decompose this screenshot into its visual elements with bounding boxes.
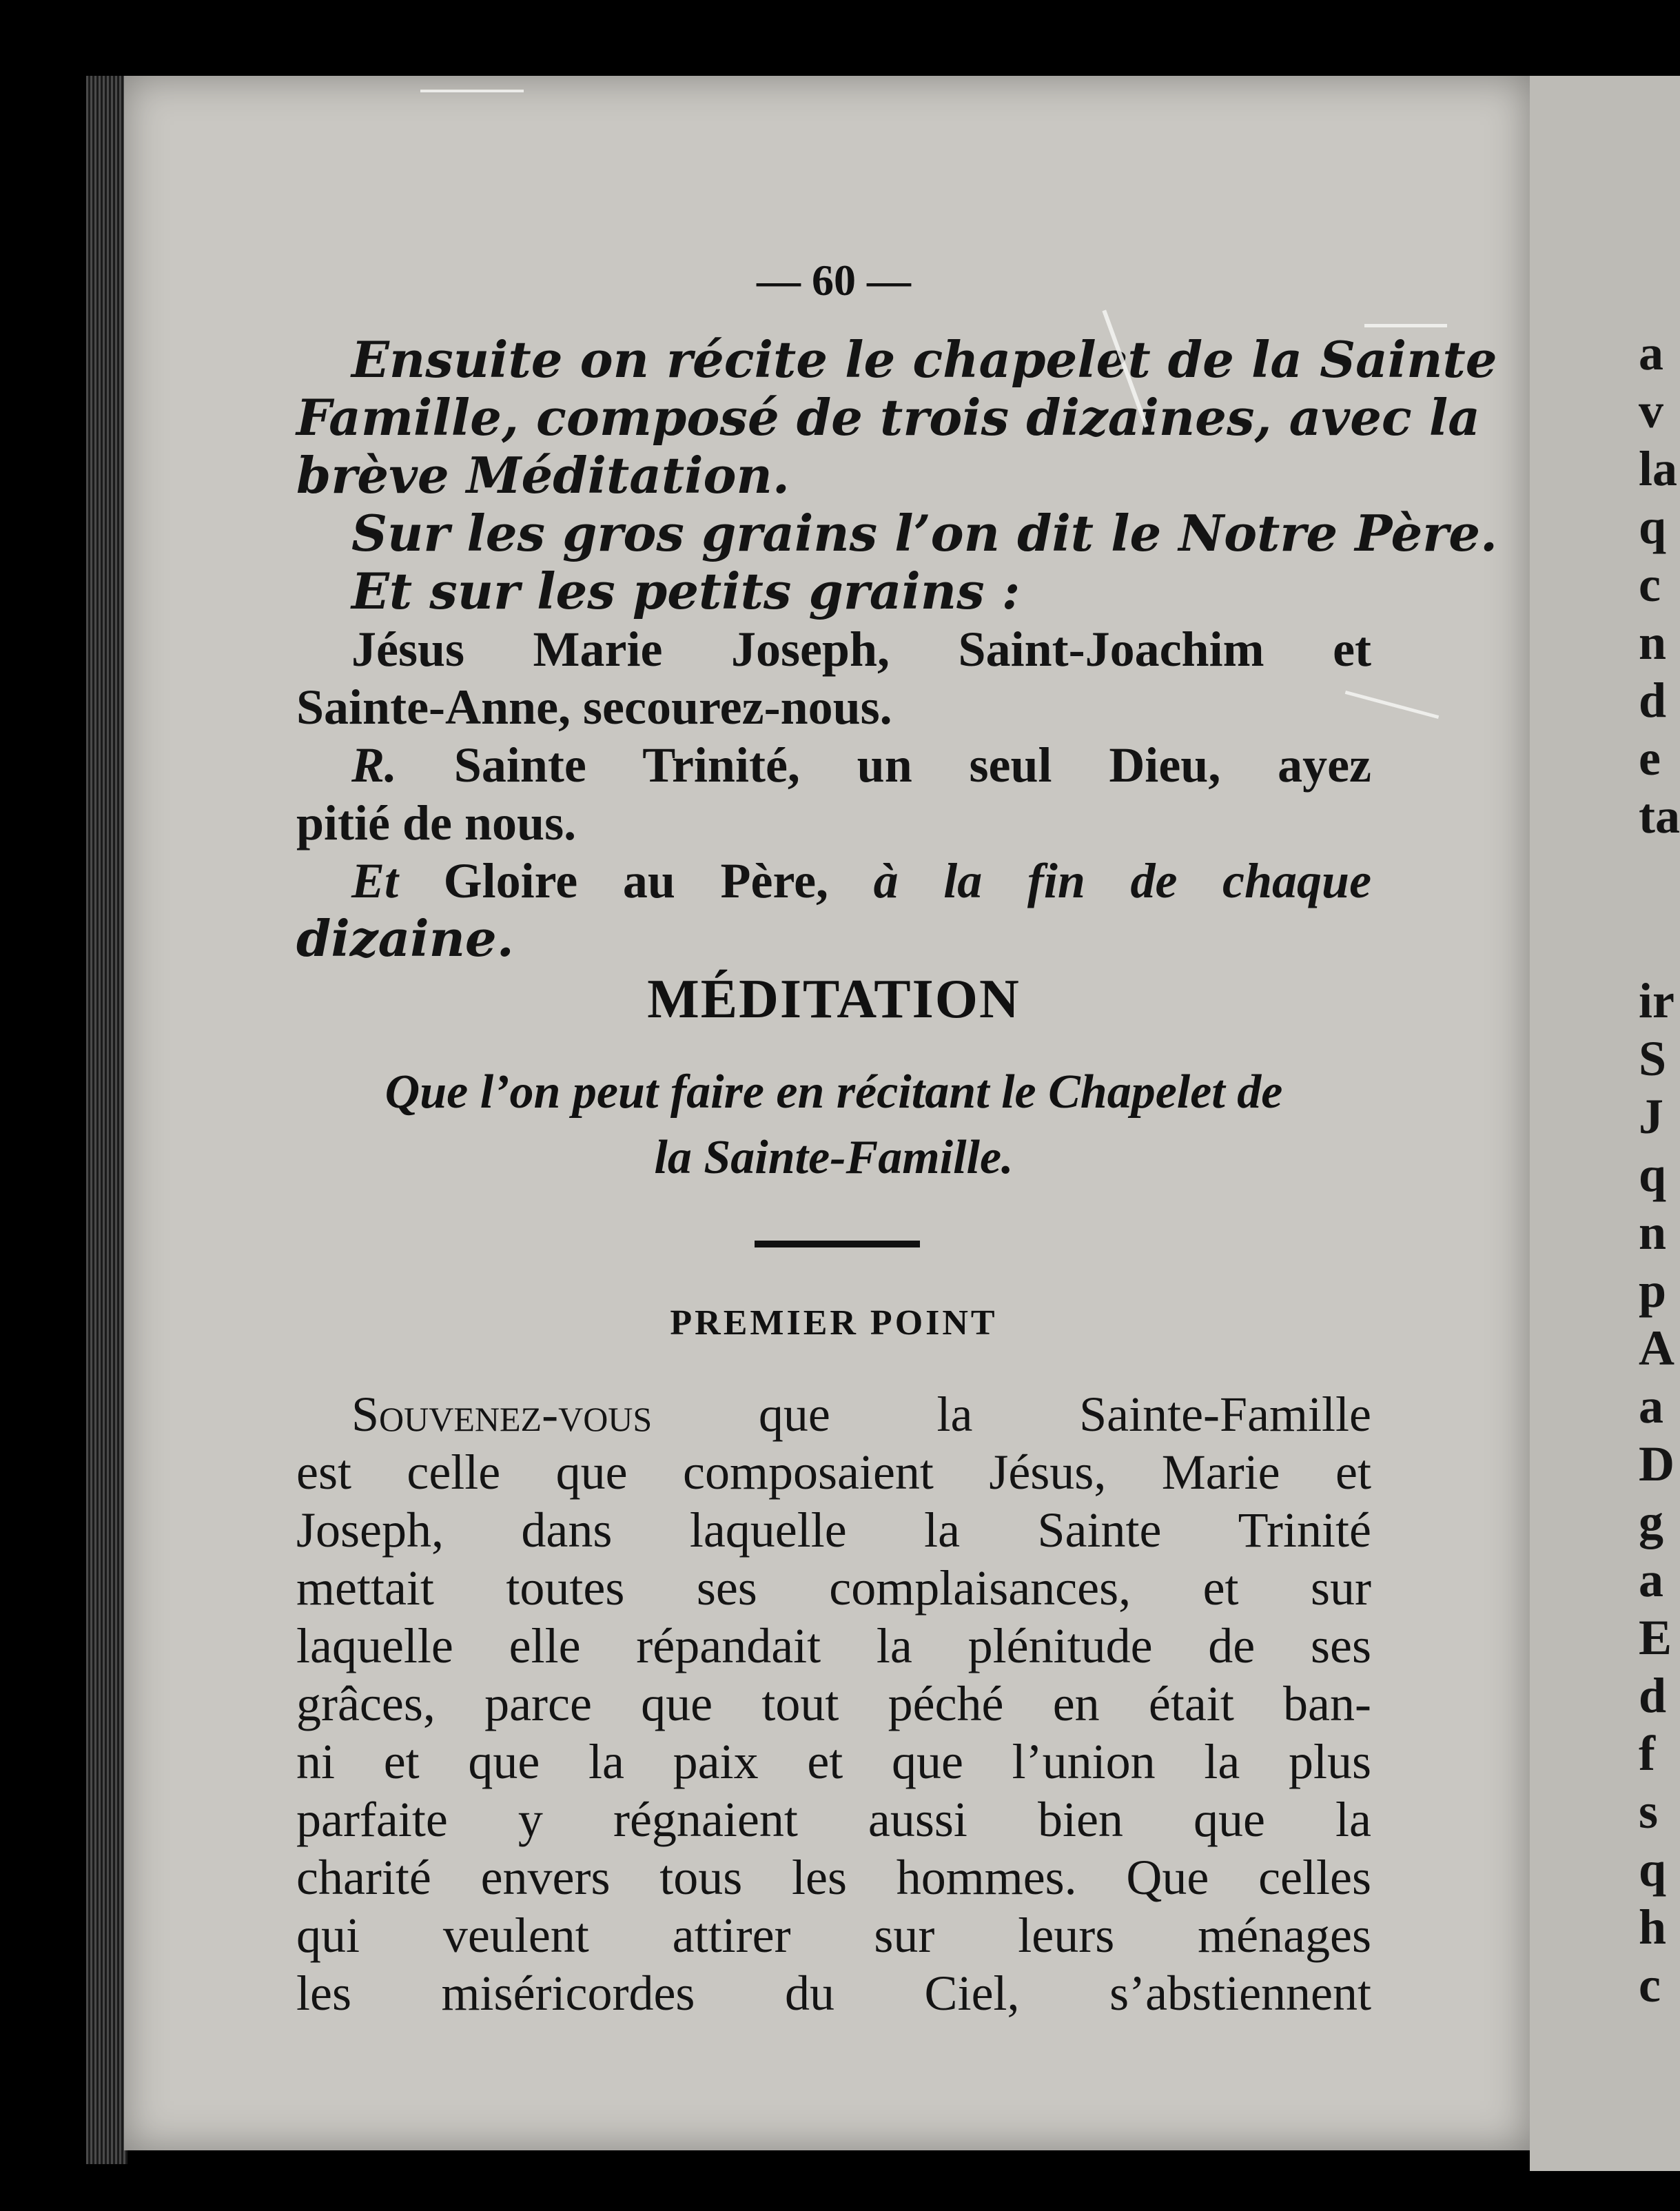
- body-first-word: Souvenez-vous: [351, 1387, 653, 1442]
- gloria-line: [296, 852, 1371, 910]
- response-text: Sainte Trinité, un seul Dieu, ayez: [453, 737, 1371, 793]
- intro-instructions: [296, 330, 1498, 968]
- fragment: f: [1639, 1726, 1655, 1781]
- body-line: mettait toutes ses complaisances, et sur: [296, 1560, 1371, 1616]
- fragment: S: [1639, 1031, 1667, 1086]
- fragment: v: [1639, 383, 1663, 438]
- fragment: A: [1639, 1321, 1674, 1376]
- body-line: est celle que composaient Jésus, Marie et: [296, 1445, 1371, 1500]
- prayer-line: Sainte-Anne, secourez-nous.: [296, 680, 892, 735]
- fragment: q: [1639, 1842, 1667, 1897]
- fragment: c: [1639, 1957, 1661, 2013]
- adjacent-page-fragments-bottom: [1639, 972, 1674, 2014]
- fragment: a: [1639, 1378, 1663, 1434]
- meditation-subtitle-2: la Sainte-Famille.: [654, 1131, 1014, 1184]
- body-line: laquelle elle répandait la plénitude de ses: [296, 1618, 1371, 1673]
- fragment: J: [1639, 1089, 1663, 1144]
- body-line: qui veulent attirer sur leurs ménages: [296, 1908, 1371, 1963]
- fragment: ir: [1639, 973, 1674, 1028]
- scan-scratch: [1364, 324, 1447, 327]
- fragment: q: [1639, 1147, 1667, 1202]
- gloria-rest: à la fin de chaque: [873, 853, 1372, 908]
- response-line: [296, 736, 1371, 794]
- fragment: p: [1639, 1263, 1667, 1318]
- fragment: a: [1639, 325, 1663, 380]
- body-line: ni et que la paix et que l’union la plus: [296, 1734, 1371, 1789]
- response-marker: R.: [351, 737, 398, 793]
- body-first-rest: que la Sainte-Famille: [758, 1387, 1371, 1442]
- body-line: charité envers tous les hommes. Que celles: [296, 1850, 1371, 1905]
- meditation-body: [296, 1385, 1371, 2022]
- intro-line: Sur les gros grains l’on dit le Notre Père.: [351, 504, 1498, 562]
- fragment: la: [1639, 441, 1678, 496]
- fragment: d: [1639, 1668, 1667, 1723]
- response-line-2: pitié de nous.: [296, 795, 577, 850]
- fragment: E: [1639, 1610, 1672, 1665]
- fragment: g: [1639, 1494, 1663, 1549]
- prayer-line: Jésus Marie Joseph, Saint-Joachim et: [351, 622, 1371, 677]
- body-line: parfaite y régnaient aussi bien que la: [296, 1792, 1371, 1847]
- fragment: s: [1639, 1784, 1659, 1839]
- adjacent-page-fragments-top: [1639, 324, 1680, 845]
- fragment: d: [1639, 673, 1667, 728]
- fragment: D: [1639, 1436, 1674, 1491]
- gloria-text: Gloire au Père,: [443, 853, 829, 908]
- intro-line: brève Méditation.: [296, 446, 790, 505]
- fragment: a: [1639, 1552, 1663, 1607]
- intro-line: Famille, composé de trois dizaines, avec la: [296, 388, 1480, 447]
- meditation-subtitle: Que l’on peut faire en récitant le Chapelet de: [385, 1066, 1283, 1119]
- fragment: q: [1639, 499, 1667, 554]
- body-line: Joseph, dans laquelle la Sainte Trinité: [296, 1502, 1371, 1558]
- page-edge: [86, 76, 127, 2164]
- body-line: les miséricordes du Ciel, s’abstiennent: [296, 1966, 1371, 2021]
- fragment: e: [1639, 731, 1661, 786]
- point-heading: PREMIER POINT: [670, 1303, 998, 1343]
- fragment: n: [1639, 615, 1667, 670]
- intro-line: Et sur les petits grains :: [351, 562, 1021, 620]
- page-number: — 60 —: [757, 256, 911, 305]
- fragment: ta: [1639, 788, 1680, 844]
- gloria-prefix: Et: [351, 853, 399, 908]
- body-line: [296, 1385, 1371, 1443]
- meditation-title: MÉDITATION: [647, 969, 1021, 1030]
- fragment: h: [1639, 1899, 1667, 1955]
- fragment: c: [1639, 557, 1661, 612]
- intro-line: Ensuite on récite le chapelet de la Sainte: [351, 330, 1497, 389]
- gloria-line-2: dizaine.: [296, 909, 514, 968]
- fragment: n: [1639, 1205, 1667, 1260]
- body-line: grâces, parce que tout péché en était ban-: [296, 1676, 1371, 1731]
- scan-scratch: [420, 90, 524, 92]
- divider-rule: [755, 1241, 920, 1247]
